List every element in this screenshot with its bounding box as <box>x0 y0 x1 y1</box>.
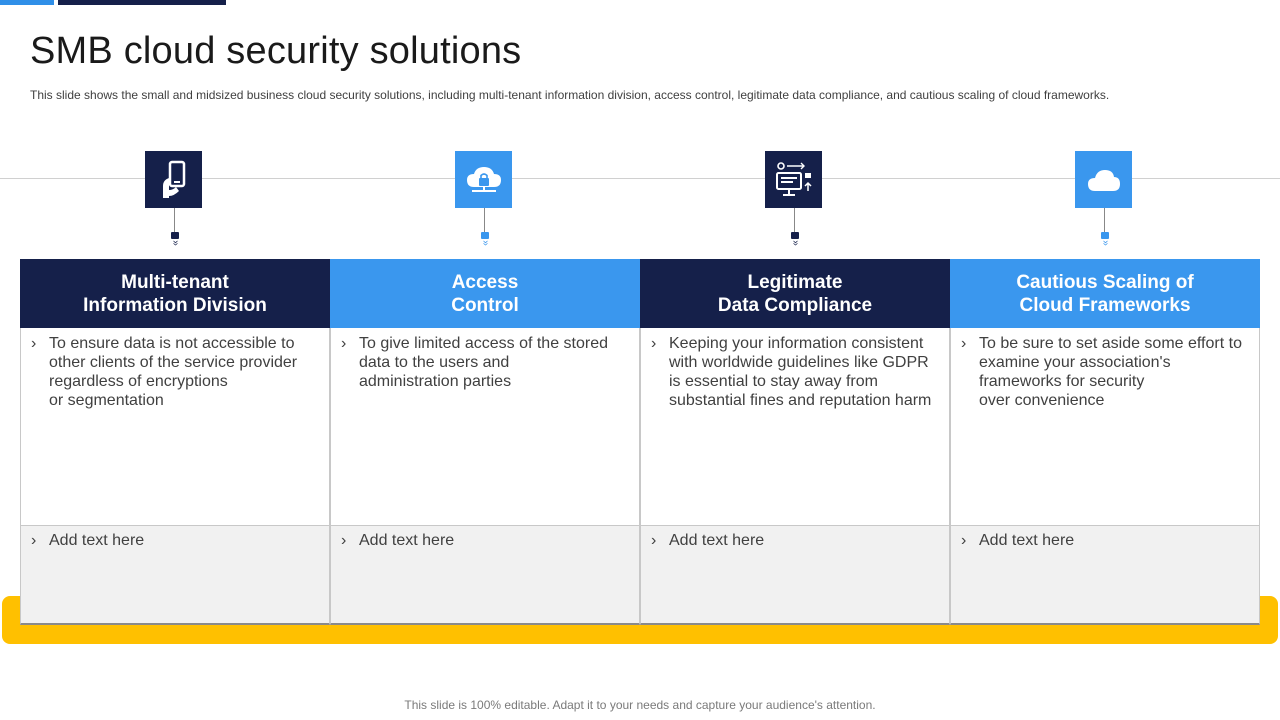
placeholder-text: Add text here <box>49 532 145 549</box>
bullet-text: To be sure to set aside some effort to examine your association's frameworks for security over convenience <box>979 335 1242 409</box>
column-body <box>330 328 640 526</box>
bullet-marker: › <box>651 532 657 549</box>
bullet-text: Keeping your information consistent with worldwide guidelines like GDPR is essential to stay away from substantial fines and reputation harm <box>669 335 932 409</box>
placeholder-text: Add text here <box>669 532 765 549</box>
list-item <box>341 531 625 550</box>
cloud-icon <box>1075 151 1132 208</box>
column-heading: Access Control <box>330 259 640 328</box>
bullet-marker: › <box>341 335 347 352</box>
column-footer <box>20 526 330 625</box>
connector-line <box>794 208 795 232</box>
cloud-lock-icon <box>455 151 512 208</box>
placeholder-text: Add text here <box>359 532 455 549</box>
page-subtitle: This slide shows the small and midsized business cloud security solutions, including multi-tenant information division, access control, legitimate data compliance, and cautious scaling of cloud frameworks. <box>30 88 1110 102</box>
hand-phone-icon <box>145 151 202 208</box>
bullet-marker: › <box>341 532 347 549</box>
column-heading: Multi-tenant Information Division <box>20 259 330 328</box>
bullet-marker: › <box>31 532 37 549</box>
column-footer <box>330 526 640 625</box>
placeholder-text: Add text here <box>979 532 1075 549</box>
top-accent-bar-navy <box>58 0 226 5</box>
column-body <box>640 328 950 526</box>
bullet-text: To give limited access of the stored data to the users and administration parties <box>359 335 609 390</box>
list-item <box>651 334 935 410</box>
bullet-marker: › <box>651 335 657 352</box>
column-heading: Legitimate Data Compliance <box>640 259 950 328</box>
column-footer <box>640 526 950 625</box>
bullet-marker: › <box>961 532 967 549</box>
bullet-text: To ensure data is not accessible to other clients of the service provider regardless of encryptions or segmentation <box>49 335 298 409</box>
top-accent-bar-blue <box>0 0 54 5</box>
column-heading: Cautious Scaling of Cloud Frameworks <box>950 259 1260 328</box>
connector-line <box>174 208 175 232</box>
list-item <box>961 531 1245 550</box>
chevron-down-icon: » <box>790 240 801 246</box>
connector-line <box>1104 208 1105 232</box>
list-item <box>31 334 315 410</box>
list-item <box>341 334 625 391</box>
footer-note: This slide is 100% editable. Adapt it to your needs and capture your audience's attention. <box>404 698 876 712</box>
column-body <box>950 328 1260 526</box>
page-title: SMB cloud security solutions <box>30 30 522 72</box>
list-item <box>961 334 1245 410</box>
column-body <box>20 328 330 526</box>
chevron-down-icon: » <box>170 240 181 246</box>
list-item <box>31 531 315 550</box>
chevron-down-icon: » <box>480 240 491 246</box>
list-item <box>651 531 935 550</box>
bullet-marker: › <box>31 335 37 352</box>
bullet-marker: › <box>961 335 967 352</box>
connector-line <box>484 208 485 232</box>
chevron-down-icon: » <box>1100 240 1111 246</box>
column-footer <box>950 526 1260 625</box>
monitor-settings-icon <box>765 151 822 208</box>
